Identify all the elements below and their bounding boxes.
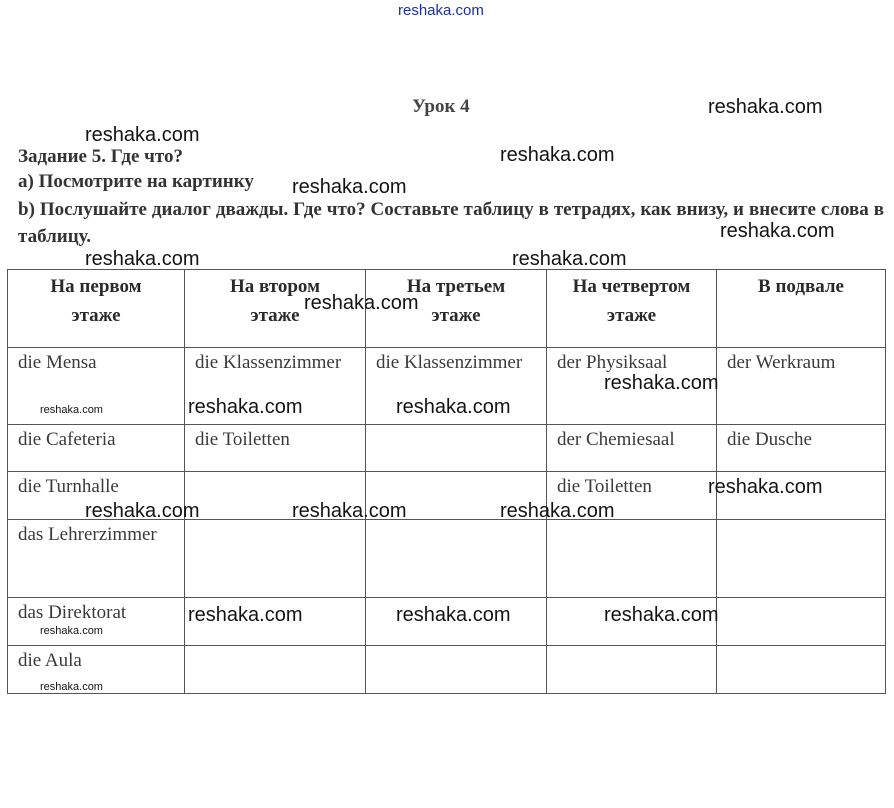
watermark: reshaka.com bbox=[85, 500, 200, 522]
site-link[interactable]: reshaka.com bbox=[398, 2, 484, 19]
watermark: reshaka.com bbox=[604, 604, 719, 626]
table-cell bbox=[547, 520, 717, 598]
table-row bbox=[8, 646, 886, 694]
table-header-row bbox=[8, 270, 886, 348]
table-cell: die Mensa bbox=[8, 348, 185, 425]
watermark: reshaka.com bbox=[85, 248, 200, 270]
watermark: reshaka.com bbox=[708, 96, 823, 118]
lesson-title: Урок 4 bbox=[412, 96, 470, 117]
watermark: reshaka.com bbox=[40, 404, 103, 416]
watermark: reshaka.com bbox=[85, 124, 200, 146]
watermark: reshaka.com bbox=[292, 176, 407, 198]
table-cell bbox=[185, 646, 366, 694]
watermark: reshaka.com bbox=[500, 144, 615, 166]
task-title: Задание 5. Где что? bbox=[18, 146, 183, 167]
table-cell bbox=[547, 646, 717, 694]
header-fourth-floor: На четвертом этаже bbox=[547, 270, 717, 348]
watermark: reshaka.com bbox=[396, 604, 511, 626]
watermark: reshaka.com bbox=[40, 625, 103, 637]
header-third-floor: На третьем этаже bbox=[366, 270, 547, 348]
task-part-b: b) Послушайте диалог дважды. Где что? Составьте таблицу в тетрадях, как внизу, и внесите слова в таблицу. bbox=[18, 199, 884, 247]
table-cell bbox=[366, 425, 547, 472]
table-row bbox=[8, 520, 886, 598]
table-cell: die Dusche bbox=[717, 425, 886, 472]
table-cell bbox=[366, 646, 547, 694]
watermark: reshaka.com bbox=[720, 220, 835, 242]
table-cell: das Direktorat bbox=[8, 598, 185, 646]
table-cell bbox=[366, 520, 547, 598]
table-cell: die Cafeteria bbox=[8, 425, 185, 472]
task-part-a: a) Посмотрите на картинку bbox=[18, 171, 254, 192]
watermark: reshaka.com bbox=[604, 372, 719, 394]
table-row bbox=[8, 425, 886, 472]
table-cell: der Chemiesaal bbox=[547, 425, 717, 472]
header-second-floor: На втором этаже bbox=[185, 270, 366, 348]
table-cell: die Klassenzimmer bbox=[185, 348, 366, 425]
watermark: reshaka.com bbox=[396, 396, 511, 418]
watermark: reshaka.com bbox=[708, 476, 823, 498]
watermark: reshaka.com bbox=[40, 681, 103, 693]
header-basement: В подвале bbox=[717, 270, 886, 348]
table-cell: der Physiksaal bbox=[547, 348, 717, 425]
watermark: reshaka.com bbox=[188, 396, 303, 418]
table-cell: die Turnhalle bbox=[8, 472, 185, 520]
watermark: reshaka.com bbox=[512, 248, 627, 270]
watermark: reshaka.com bbox=[304, 292, 419, 314]
table-cell: die Aula bbox=[8, 646, 185, 694]
table-cell: der Werkraum bbox=[717, 348, 886, 425]
watermark: reshaka.com bbox=[292, 500, 407, 522]
watermark: reshaka.com bbox=[500, 500, 615, 522]
table-cell bbox=[717, 520, 886, 598]
table-cell: die Toiletten bbox=[547, 472, 717, 520]
watermark: reshaka.com bbox=[188, 604, 303, 626]
table-cell bbox=[717, 646, 886, 694]
table-cell bbox=[717, 598, 886, 646]
table-cell: die Klassenzimmer bbox=[366, 348, 547, 425]
table-cell: das Lehrerzimmer bbox=[8, 520, 185, 598]
table-cell bbox=[185, 520, 366, 598]
header-first-floor: На первом этаже bbox=[8, 270, 185, 348]
table-cell: die Toiletten bbox=[185, 425, 366, 472]
